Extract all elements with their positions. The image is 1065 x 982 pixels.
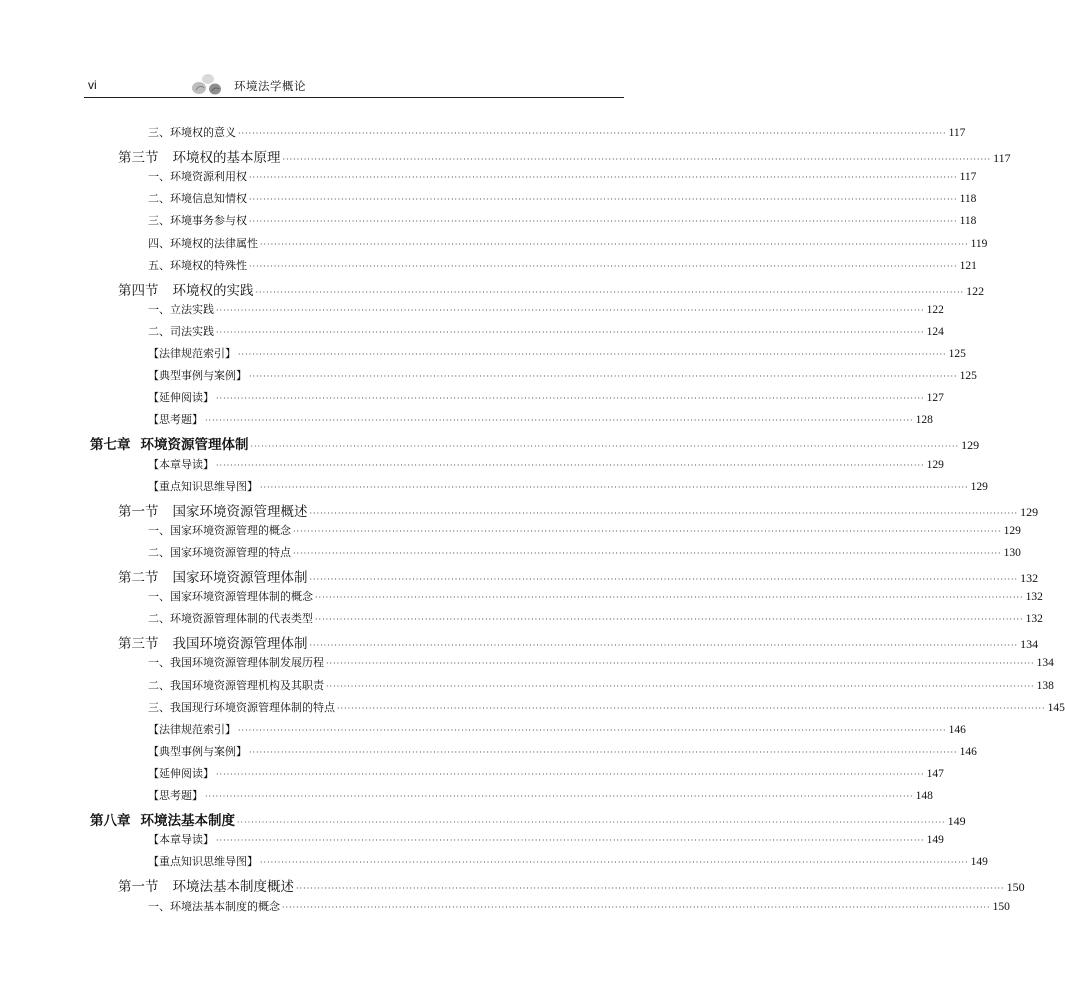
toc-entry-page: 117 [993,151,1011,166]
toc-entry-label [148,765,214,781]
toc-item-entry[interactable] [148,257,977,273]
toc-entry-label [148,367,247,383]
toc-entry-label [148,478,258,494]
dot-leader: ········································································································································································································ [326,659,1035,669]
toc-entry-page: 117 [959,171,977,184]
toc-item-entry[interactable] [148,677,1054,693]
toc-entry-title: 【法律规范索引】 [148,722,236,736]
page-number: vi [88,78,97,92]
dot-leader: ········································································································································································································ [237,818,946,828]
toc-entry-label [148,168,247,184]
toc-entry-page: 150 [992,900,1010,913]
toc-entry-label [148,235,258,251]
toc-entry-title: 【本章导读】 [148,457,214,471]
toc-entry-label [148,787,203,803]
toc-entry-label [148,677,324,693]
running-header [84,72,624,98]
toc-entry-label [90,809,235,829]
toc-entry-page: 129 [1020,504,1039,519]
dot-leader: ········································································································································································································ [249,747,958,757]
toc-entry-title: 【思考题】 [148,789,203,802]
toc-entry-title: 【本章导读】 [148,833,214,847]
toc-chapter-entry[interactable] [90,809,966,830]
toc-entry-label [148,301,214,317]
toc-entry-page: 146 [948,723,966,736]
toc-entry-label [148,190,247,206]
toc-entry-label [148,212,247,228]
book-title: 环境法学概论 [234,79,306,93]
toc-entry-page: 124 [926,325,944,338]
toc-entry-page: 146 [959,745,977,758]
dot-leader: ········································································································································································································ [216,769,925,779]
toc-entry-title: 国家环境资源管理体制 [172,570,308,586]
toc-entry-page: 128 [915,414,933,427]
toc-entry-title: 一、国家环境资源管理体制的概念 [148,590,313,604]
toc-item-entry[interactable] [148,610,1043,626]
dot-leader: ········································································································································································································ [216,836,925,846]
dot-leader: ········································································································································································································ [260,239,969,249]
toc-item-entry[interactable] [148,411,933,427]
toc-entry-title: 国家环境资源管理概述 [172,503,308,520]
toc-item-entry[interactable] [148,301,944,317]
toc-entry-title: 二、司法实践 [148,324,214,338]
toc-entry-label [148,610,313,626]
toc-entry-label [148,588,313,604]
dot-leader: ········································································································································································································ [260,858,969,868]
toc-entry-label [118,500,308,520]
toc-entry-label [118,566,308,586]
toc-entry-title: 四、环境权的法律属性 [148,236,258,250]
toc-entry-page: 129 [1003,524,1021,537]
toc-item-entry[interactable] [148,235,988,251]
toc-entry-title: 【典型事例与案例】 [148,744,247,758]
toc-entry-title: 我国环境资源管理体制 [172,636,308,653]
toc-entry-page: 132 [1025,591,1043,604]
toc-entry-label [148,699,335,715]
toc-entry-page: 119 [970,237,988,250]
dot-leader: ········································································································································································································ [249,217,958,227]
dot-leader: ········································································································································································································ [255,287,965,297]
toc-chapter-entry[interactable] [90,433,980,454]
dot-leader: ········································································································································································································ [249,372,958,382]
toc-entry-page: 149 [970,856,988,869]
dot-leader: ········································································································································································································ [216,305,925,315]
dot-leader: ········································································································································································································ [309,508,1019,518]
toc-entry-page: 132 [1025,613,1043,626]
toc-item-entry[interactable] [148,212,977,228]
toc-section-entry[interactable] [118,146,1011,167]
toc-entry-title: 【延伸阅读】 [148,391,214,405]
toc-entry-label [148,456,214,472]
toc-entry-page: 134 [1020,637,1039,652]
toc-entry-title: 二、国家环境资源管理的特点 [148,545,291,559]
toc-entry-title: 一、环境法基本制度的概念 [148,899,280,913]
toc-entry-page: 130 [1003,546,1021,559]
toc-entry-page: 149 [926,834,944,847]
toc-entry-label [148,345,236,361]
toc-item-entry[interactable] [148,456,944,472]
toc-entry-label [148,721,236,737]
toc-entry-title: 二、环境资源管理体制的代表类型 [148,612,313,626]
toc-entry-label [148,853,258,869]
toc-item-entry[interactable] [148,345,966,361]
dot-leader: ········································································································································································································ [249,173,958,183]
toc-entry-title: 三、我国现行环境资源管理体制的特点 [148,700,335,714]
toc-section-entry[interactable] [118,566,1039,586]
toc-entry-title: 一、立法实践 [148,302,214,316]
toc-entry-page: 147 [926,767,944,780]
toc-item-entry[interactable] [148,367,977,383]
toc-item-entry[interactable] [148,478,988,494]
dot-leader: ········································································································································································································ [238,129,947,138]
toc-entry-title: 【法律规范索引】 [148,347,236,360]
toc-entry-title: 【典型事例与案例】 [148,369,247,383]
toc-entry-title: 五、环境权的特殊性 [148,258,247,272]
toc-entry-label [148,323,214,339]
dot-leader: ········································································································································································································ [293,548,1002,558]
toc-entry-label [148,831,214,847]
toc-item-entry[interactable] [148,699,1065,715]
toc-section-entry[interactable] [118,632,1039,653]
toc-entry-title: 一、国家环境资源管理的概念 [148,523,291,537]
toc-entry-page: 129 [926,458,944,471]
toc-entry-label [148,654,324,670]
toc-item-entry[interactable] [148,588,1043,604]
toc-entry-title: 一、我国环境资源管理体制发展历程 [148,656,324,670]
toc-entry-page: 118 [959,215,977,228]
toc-entry-title: 环境权的实践 [172,282,254,299]
toc-entry-title: 二、我国环境资源管理机构及其职责 [148,678,324,692]
toc-item-entry[interactable] [148,544,1021,560]
dot-leader: ········································································································································································································ [249,195,958,205]
toc-entry-page: 149 [947,814,966,829]
toc-item-entry[interactable] [148,124,966,140]
toc-item-entry[interactable] [148,787,933,803]
dot-leader: ········································································································································································································ [296,884,1005,894]
dot-leader: ········································································································································································································ [260,482,969,492]
toc-entry-page: 127 [926,392,944,405]
toc-item-entry[interactable] [148,323,944,339]
toc-entry-label [148,544,291,560]
dot-leader: ········································································································································································································ [326,681,1035,691]
dot-leader: ········································································································································································································ [216,394,925,404]
toc-entry-label [90,433,249,453]
toc-entry-title: 【重点知识思维导图】 [148,855,258,869]
toc-entry-title: 一、环境资源利用权 [148,170,247,184]
dot-leader: ········································································································································································································ [205,416,914,426]
dot-leader: ········································································································································································································ [309,575,1019,584]
toc-entry-label [148,257,247,273]
toc-item-entry[interactable] [148,743,977,759]
toc-entry-number: 第四节 [118,282,159,299]
header-rule [84,97,624,98]
toc-entry-title: 环境权的基本原理 [172,150,281,167]
dot-leader: ········································································································································································································ [309,641,1019,651]
toc-entry-title: 三、环境权的意义 [148,126,236,139]
dot-leader: ········································································································································································································ [315,593,1024,603]
toc-entry-number: 第一节 [118,879,159,896]
toc-item-entry[interactable] [148,522,1021,538]
toc-item-entry[interactable] [148,831,944,847]
toc-section-entry[interactable] [118,279,985,299]
dot-leader: ········································································································································································································ [238,725,947,735]
toc-entry-title: 环境法基本制度概述 [172,879,294,896]
toc-entry-page: 148 [915,790,933,802]
toc-entry-title: 【重点知识思维导图】 [148,479,258,493]
toc-item-entry[interactable] [148,898,1010,914]
toc-entry-page: 122 [966,283,985,298]
dot-leader: ········································································································································································································ [293,526,1002,536]
toc-item-entry[interactable] [148,654,1054,670]
toc-entry-label [148,522,291,538]
toc-entry-page: 132 [1020,571,1039,585]
toc-entry-number: 第二节 [118,570,159,586]
dot-leader: ········································································································································································································ [282,902,991,912]
toc-entry-number: 第一节 [118,503,159,520]
toc-entry-title: 环境资源管理体制 [140,437,249,454]
toc-entry-page: 145 [1047,701,1065,714]
toc-section-entry[interactable] [118,875,1025,896]
toc-entry-page: 122 [926,303,944,316]
dot-leader: ········································································································································································································ [216,327,925,337]
toc-entry-label [118,279,254,299]
toc-entry-title: 二、环境信息知情权 [148,192,247,206]
toc-entry-label [148,389,214,405]
dot-leader: ········································································································································································································ [282,155,992,165]
dot-leader: ········································································································································································································ [205,792,914,801]
toc-entry-number: 第八章 [90,813,131,830]
dot-leader: ········································································································································································································ [250,442,960,452]
toc-entry-label [148,124,236,140]
toc-entry-number: 第三节 [118,150,159,167]
toc-item-entry[interactable] [148,765,944,781]
toc-entry-label [118,875,294,895]
toc-entry-title: 环境法基本制度 [140,813,235,830]
toc-section-entry[interactable] [118,500,1039,520]
toc-item-entry[interactable] [148,168,977,184]
toc-entry-page: 121 [959,259,977,272]
toc-entry-page: 138 [1036,679,1054,692]
toc-entry-title: 三、环境事务参与权 [148,214,247,228]
toc-item-entry[interactable] [148,853,988,869]
toc-entry-title: 【思考题】 [148,413,203,427]
toc-entry-page: 118 [959,193,977,206]
toc-entry-page: 129 [970,480,988,493]
toc-entry-page: 117 [948,127,966,139]
toc-entry-title: 【延伸阅读】 [148,766,214,780]
dot-leader: ········································································································································································································ [249,261,958,271]
toc-entry-label [118,632,308,652]
toc-entry-label [148,411,203,427]
dot-leader: ········································································································································································································ [238,350,947,359]
toc-entry-number: 第三节 [118,636,159,653]
toc-entry-label [148,898,280,914]
dot-leader: ········································································································································································································ [216,460,925,470]
toc-entry-page: 129 [961,438,980,453]
leaf-logo-icon [188,72,224,98]
toc-entry-number: 第七章 [90,437,131,454]
toc-item-entry[interactable] [148,190,977,206]
toc-entry-page: 134 [1036,657,1054,670]
toc-entry-label [148,743,247,759]
toc-entry-page: 125 [948,348,966,360]
toc-entry-page: 150 [1006,880,1025,895]
toc-item-entry[interactable] [148,389,944,405]
toc-entry-label [118,146,281,166]
toc-item-entry[interactable] [148,721,966,737]
dot-leader: ········································································································································································································ [315,615,1024,625]
dot-leader: ········································································································································································································ [337,703,1046,713]
toc-entry-page: 125 [959,370,977,383]
